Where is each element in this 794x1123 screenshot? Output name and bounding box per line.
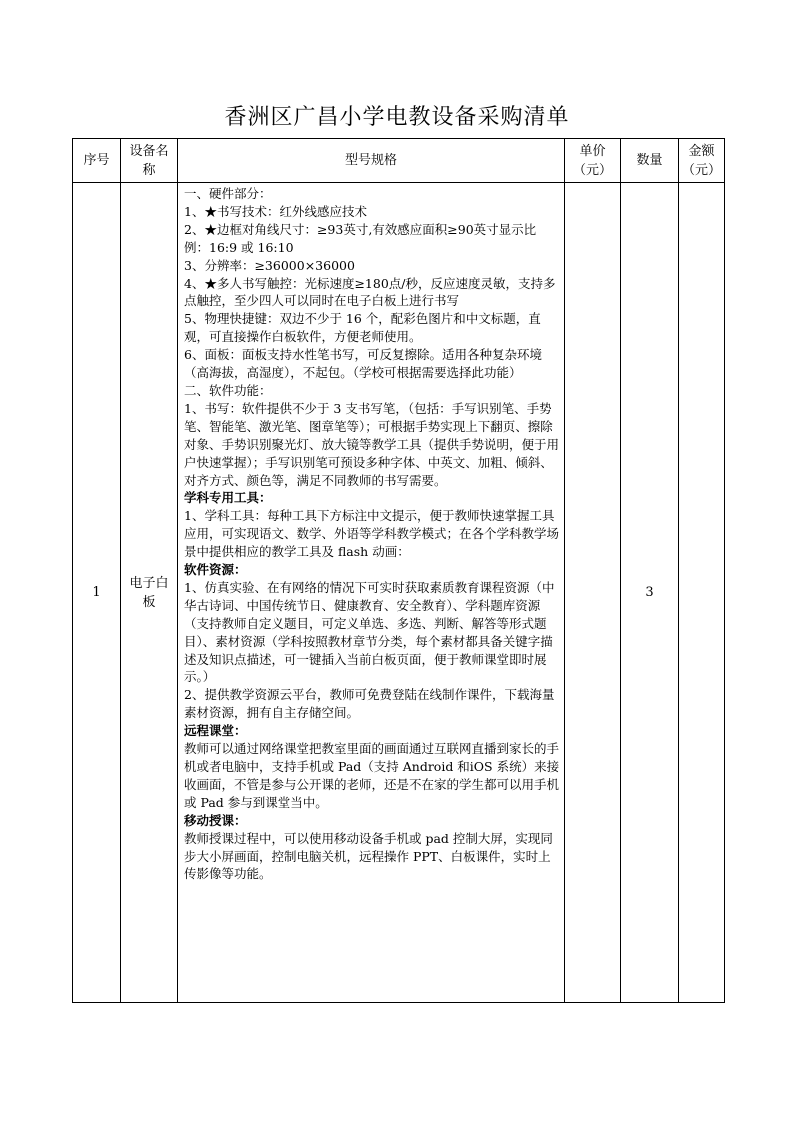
header-amount-line1: 金额 [688, 143, 715, 159]
spec-paragraph: 1、★书写技术：红外线感应技术 [184, 203, 367, 219]
spec-paragraph: 5、物理快捷键：双边不少于 16 个，配彩色图片和中文标题，直观，可直接操作白板软件，方便老师使用。 [184, 311, 541, 345]
procurement-table [72, 138, 725, 1003]
header-unit-price [565, 139, 621, 183]
header-unit-price-line2: （元） [572, 162, 612, 178]
table-header-row [73, 139, 725, 183]
table-row [73, 183, 725, 1003]
spec-section-heading: 学科专用工具： [184, 490, 272, 506]
header-amount-line2: （元） [681, 162, 721, 178]
spec-paragraph: 二、软件功能： [184, 382, 272, 398]
row-device-name-line1: 电子白 [129, 575, 169, 591]
row-no: 1 [73, 183, 121, 1003]
header-no: 序号 [73, 139, 121, 183]
header-device-name [121, 139, 178, 183]
spec-paragraph: 4、★多人书写触控：光标速度≥180点/秒，反应速度灵敏，支持多点触控，至少四人可以同时在电子白板上进行书写 [184, 275, 556, 309]
header-device-name-line2: 称 [142, 162, 156, 178]
row-device-name [121, 183, 178, 1003]
spec-paragraph: 2、提供教学资源云平台，教师可免费登陆在线制作课件，下载海量素材资源，拥有自主存储空间。 [184, 687, 555, 721]
row-amount [679, 183, 725, 1003]
spec-section-heading: 远程课堂： [184, 723, 247, 739]
spec-paragraph: 3、分辨率：≥36000×36000 [184, 257, 355, 273]
header-spec: 型号规格 [178, 139, 565, 183]
page-title: 香洲区广昌小学电教设备采购清单 [224, 105, 570, 130]
spec-paragraph: 1、仿真实验、在有网络的情况下可实时获取素质教育课程资源（中华古诗词、中国传统节日、健康教育、安全教育）、学科题库资源（支持教师自定义题目，可定义单选、多选、判断、解答等形式题目）、素材资源（学科按照教材章节分类，每个素材都具备关键字描述及知识点描述，可一键插入当前白板页面，便于教师课堂即时展示。） [184, 579, 555, 685]
row-device-name-line2: 板 [142, 594, 156, 610]
spec-paragraph: 教师授课过程中，可以使用移动设备手机或 pad 控制大屏，实现同步大小屏画面，控制电脑关机，远程操作 PPT、白板课件，实时上传影像等功能。 [184, 830, 553, 882]
spec-section-heading: 软件资源： [184, 562, 247, 578]
header-amount [679, 139, 725, 183]
spec-paragraph: 1、书写：软件提供不少于 3 支书写笔，（包括：手写识别笔、手势笔、智能笔、激光笔、图章笔等）；可根据手势实现上下翻页、擦除对象、手势识别聚光灯、放大镜等教学工具（提供手势说明，便于用户快速掌握）；手写识别笔可预设多种字体、中英文、加粗、倾斜、对齐方式、颜色等，满足不同教师的书写需要。 [184, 400, 560, 488]
row-unit-price [565, 183, 621, 1003]
header-quantity: 数量 [621, 139, 679, 183]
header-unit-price-line1: 单价 [579, 143, 606, 159]
row-spec [178, 183, 565, 1003]
spec-paragraph: 教师可以通过网络课堂把教室里面的画面通过互联网直播到家长的手机或者电脑中，支持手机或 Pad（支持 Android 和iOS 系统）来接收画面，不管是参与公开课的老师，还是不在家的学生都可以用手机或 Pad 参与到课堂当中。 [184, 741, 560, 810]
spec-paragraph: 一、硬件部分： [184, 186, 272, 201]
header-device-name-line1: 设备名 [129, 143, 169, 159]
spec-paragraph: 6、面板：面板支持水性笔书写，可反复擦除。适用各种复杂环境（高海拔，高湿度），不起包。（学校可根据需要选择此功能） [184, 347, 542, 381]
spec-paragraph: 1、学科工具：每种工具下方标注中文提示，便于教师快速掌握工具应用，可实现语文、数学、外语等学科教学模式；在各个学科教学场景中提供相应的教学工具及 flash 动画： [184, 508, 560, 560]
row-quantity: 3 [621, 183, 679, 1003]
spec-section-heading: 移动授课： [184, 812, 247, 828]
spec-paragraph: 2、★边框对角线尺寸：≥93英寸,有效感应面积≥90英寸显示比例：16:9 或 16:10 [184, 221, 537, 255]
